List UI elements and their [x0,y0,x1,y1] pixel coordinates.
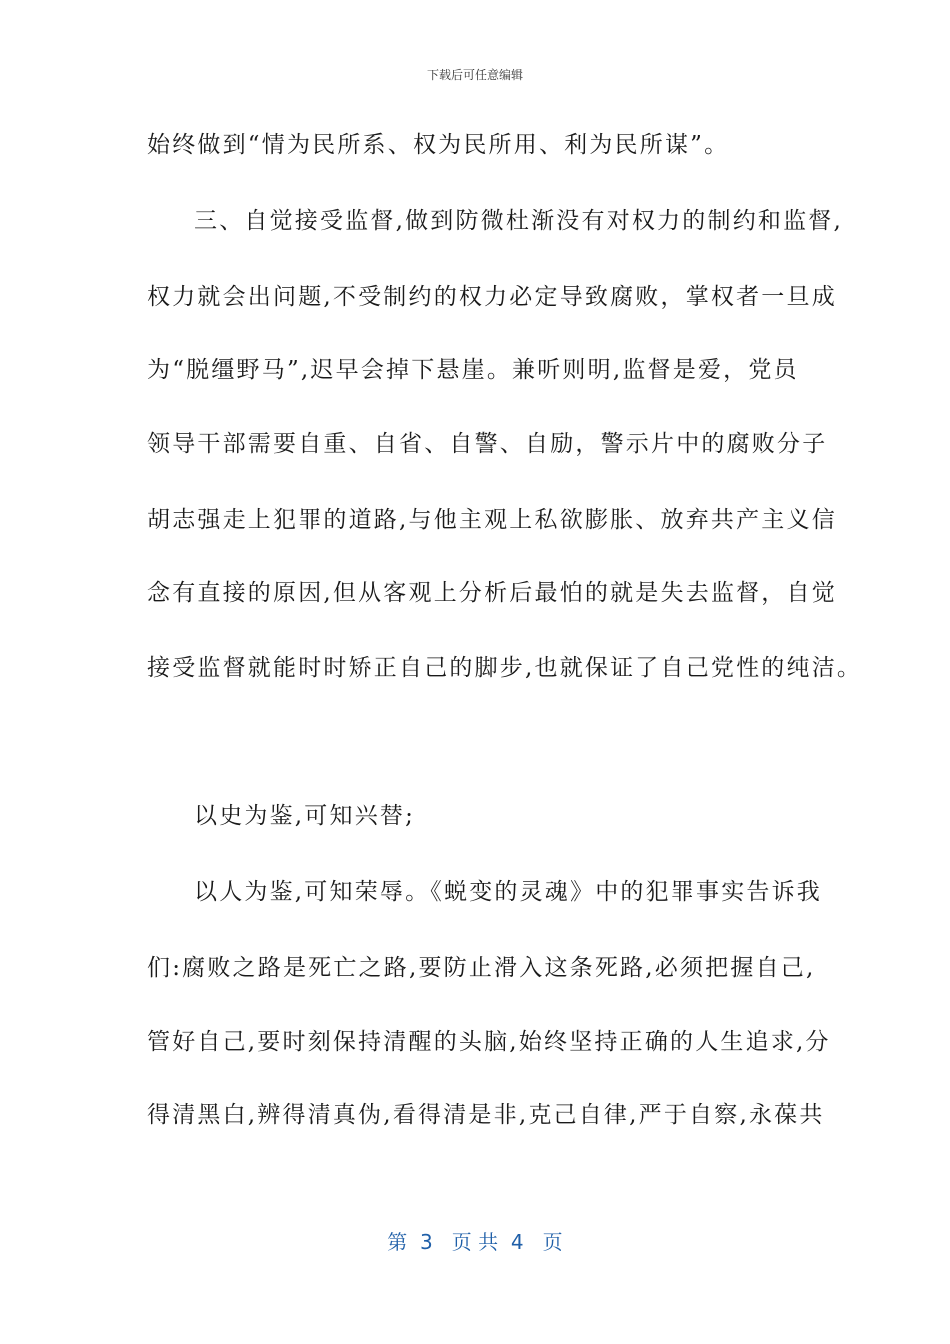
page-number-footer: 第 3 页 共 4 页 [387,1230,563,1254]
body-line-11: 们:腐败之路是死亡之路,要防止滑入这条死路,必须把握自己, [147,955,816,981]
body-line-12: 管好自己,要时刻保持清醒的头脑,始终坚持正确的人生追求,分 [147,1029,831,1055]
body-line-13: 得清黑白,辨得清真伪,看得清是非,克己自律,严于自察,永葆共 [147,1102,825,1128]
body-line-2: 三、自觉接受监督,做到防微杜渐没有对权力的制约和监督, [194,208,844,234]
body-line-8: 接受监督就能时时矫正自己的脚步,也就保证了自己党性的纯洁。 [147,655,863,681]
body-line-7: 念有直接的原因,但从客观上分析后最怕的就是失去监督，自觉 [147,580,837,606]
body-line-6: 胡志强走上犯罪的道路,与他主观上私欲膨胀、放弃共产主义信 [147,507,837,533]
body-line-9: 以史为鉴,可知兴替; [194,803,416,829]
body-line-5: 领导干部需要自重、自省、自警、自励，警示片中的腐败分子 [147,431,828,457]
body-line-4: 为“脱缰野马”,迟早会掉下悬崖。兼听则明,监督是爱，党员 [147,357,799,383]
body-line-10: 以人为鉴,可知荣辱。《蜕变的灵魂》中的犯罪事实告诉我 [194,879,823,905]
body-line-1: 始终做到“情为民所系、权为民所用、利为民所谋”。 [147,132,730,158]
body-line-3: 权力就会出问题,不受制约的权力必定导致腐败，掌权者一旦成 [147,284,837,310]
header-note: 下载后可任意编辑 [426,68,523,82]
